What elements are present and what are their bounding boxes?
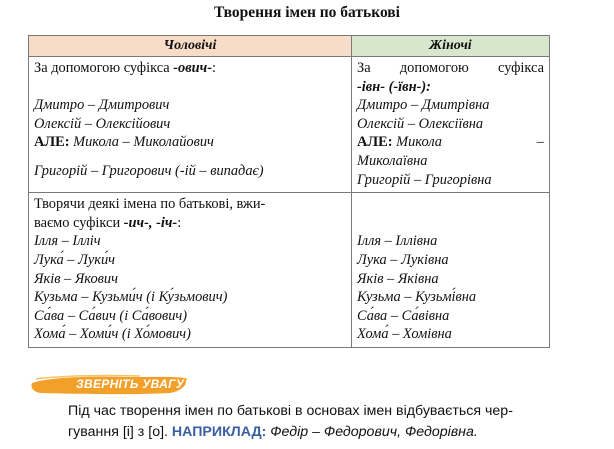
female-example-1: Дмитро – Дмитрівна — [357, 97, 490, 114]
note-paragraph — [68, 401, 550, 442]
female-ich-name: Са́ва – Са́вівна — [357, 307, 450, 324]
male-ich-name: Хома́ – Хоми́ч (і Хо́мович) — [34, 326, 191, 343]
female-intro: За допомогою суфікса — [357, 60, 544, 76]
female-ich-name: Яків – Яківна — [357, 270, 439, 287]
table-row — [29, 193, 550, 348]
male-example-4: Григорій – Григорович (-ій – випадає) — [34, 162, 264, 179]
female-ich-name: Кузьма – Кузьмі́вна — [357, 289, 477, 306]
male-ich-intro-2: ваємо суфікси -ич-, -іч-: — [34, 214, 182, 231]
header-female: Жіночі — [352, 36, 550, 57]
male-example-1: Дмитро – Дмитрович — [34, 97, 170, 114]
male-ich-name: Ілля – Ілліч — [34, 233, 101, 250]
female-example-3b: Миколаївна — [357, 152, 428, 169]
male-ich-name: Яків – Якович — [34, 270, 118, 287]
table-header-row — [29, 36, 550, 57]
male-ich-name: Лука́ – Луки́ч — [34, 251, 116, 268]
note-text: Під час творення імен по батькові в основах імен відбувається чергування [і] з [о]. — [68, 403, 513, 440]
male-suffix-cell — [29, 57, 352, 193]
male-example-3: АЛЕ: Микола – Миколайович — [34, 134, 214, 151]
male-ich-intro-1: Творячи деякі імена по батькові, вжи- — [34, 196, 266, 213]
male-example-2: Олексій – Олексійович — [34, 115, 171, 132]
female-example-3: АЛЕ: Микола – — [357, 134, 544, 151]
female-ich-name: Хома́ – Хомівна — [357, 326, 452, 343]
female-ich-name: Лука – Луківна — [357, 251, 449, 268]
example-label: НАПРИКЛАД: — [171, 423, 267, 440]
page-title: Творення імен по батькові — [214, 4, 400, 21]
male-ich-name: Кузьма – Кузьми́ч (і Ку́зьмович) — [34, 289, 228, 306]
female-example-4: Григорій – Григорівна — [357, 171, 492, 188]
female-ich-name: Ілля – Іллівна — [357, 233, 438, 250]
patronymic-table — [28, 35, 550, 348]
male-ich-cell — [29, 193, 352, 348]
male-intro: За допомогою суфікса -ович-: — [34, 60, 217, 76]
attention-label: ЗВЕРНІТЬ УВАГУ! — [76, 377, 189, 391]
female-example-2: Олексій – Олексіївна — [357, 115, 484, 132]
attention-banner — [30, 374, 190, 396]
female-suffix-cell — [352, 57, 550, 193]
example-words: Федір – Федорович, Федорівна. — [266, 423, 478, 440]
table-row — [29, 57, 550, 193]
female-intro-suffix: -івн- (-ївн-): — [357, 78, 431, 95]
male-ich-name: Са́ва – Са́вич (і Са́вович) — [34, 307, 188, 324]
header-male: Чоловічі — [29, 36, 352, 57]
female-ich-cell — [352, 193, 550, 348]
